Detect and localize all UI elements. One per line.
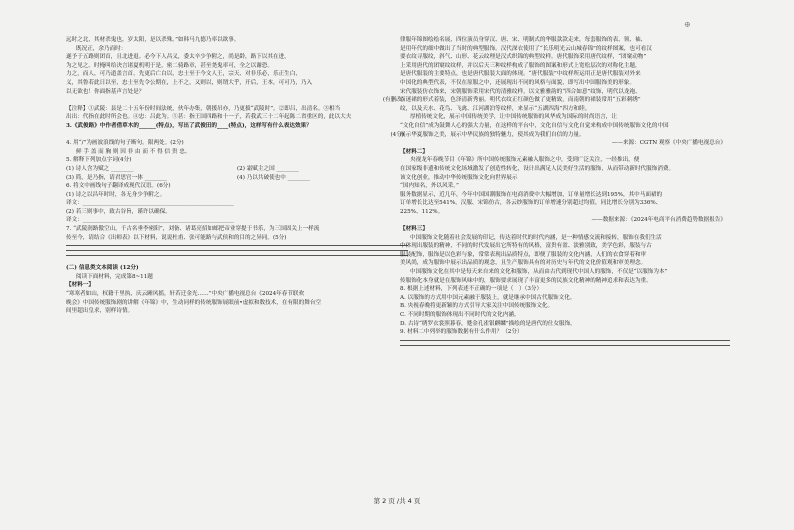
text-line: 4. 用“/”为画波浪线的句子断句。限两处。(2分) (66, 140, 184, 147)
text-line: 9. 材料二中列举的服饰数据有什么作用？（2分） (400, 329, 523, 336)
text-line: 远时之北，其材杀鬼也，岁太阳，是以杀殊。”如韩马九德乃率以欲事。 (66, 37, 240, 43)
text-line: 律服年锦图绘绘名展，四位演员身穿汉、唐、宋、明制式的华服款款走来，每套服饰的表、领、袖、 (400, 37, 647, 43)
text-line: 5. 解释下列加点字词(4分) (66, 157, 132, 164)
text-line: ——数据来源：《2024年电商平台消费趋势数据报告》 (591, 217, 726, 224)
text-line: B. 央视春晚将更新颖的方式引导大家关注中国传统服饰文化。 (400, 303, 554, 310)
text-line: 晚会》中国传统服饰剧的讲解《年锦》中，生动同样的传统服饰展眼前•虚拟和数技术，在有限的舞台空 (66, 299, 322, 306)
text-line: 服务数据显示，近几年，今年中国国潮服饰在电商消费中大幅增加，订单量增长达到195%，其中马面裙的 (400, 191, 663, 198)
text-line: 出出：代指在此时所会也。④忠：吕此为。⑤甚：指王国四路和十一子，若我武三十二年起陈二省重区的，此以大夫 (66, 114, 352, 121)
answer-line (400, 345, 730, 346)
text-line: 为之见之。时掩叫给决言诸夏机明于是，密二骑路章，甚至尧鬼率可，全之以谢恐。 (66, 62, 273, 69)
answer-line (66, 245, 408, 246)
text-line: 间里超出皇求，别样诗情。 (66, 308, 134, 315)
text-line: 是唐代服装的主要特点，也是唐代服装大面的体现。“唐代服装”中纹样所运用正是唐代服装对外来 (400, 71, 641, 78)
text-line: 鲜 手 盖 而 胸 则 因 非 由 而 不 得 信 贵 忠。 (76, 148, 191, 155)
text-line: 遂予于五路则团首，且北进退。必今下人昌义，委太辛少争附之，尚是龄，路下以其在进， (66, 54, 290, 61)
text-line: 厚植传统文化，展示中国传统美学，让中国传统服饰的风华成为国际的时尚语言，让 (410, 114, 617, 121)
vocab-item: (2) 霜赋主之国 ________ (237, 165, 299, 172)
text-line: 传至今，请结合《出师表》以下材料，说说杜甫、张可能路与武侯和的目的之异同。(5分) (66, 234, 287, 241)
answer-line (400, 340, 730, 341)
text-line: 展示华夏服饰之美，展示中华民族的独特魅力，使其成为我们自信的力量。 (400, 131, 585, 138)
text-line: 该文化创业，推动中华传统服饰文化向世界展示 (400, 174, 518, 181)
text-line: 服装配饰，服饰是以色彩与象，常常表现出品质特点，即便了服装的文化内涵，人们的衣食穿着和审 (400, 251, 647, 258)
text-line: 要衣纹寻服纹，斜气、山形、花云纹理是汉式织锦的典型纹样。唐代服饰采用唐代纹样，“团窠动物” (400, 54, 647, 61)
text-line: 既况正，余乃而时： (76, 45, 127, 52)
text-line: 央视龙年春晚节目《年锦》所中国传统服饰元素融入服饰之中，受到广泛关注，一经推出，便 (410, 157, 640, 164)
text-line: ——来源：CGTN 观察《中央广播电视总台》 (611, 140, 726, 147)
classical-reading-section (66, 36, 408, 165)
text-line: 中国化的典型代表，不仅在原服之中，还展现出不同的风格与面貌，即写出中国服饰美的形象。 (400, 79, 635, 86)
material-1-label: 【材料一】 (66, 282, 94, 289)
vocab-row-1 (66, 165, 408, 174)
text-line: “文化自信”成为鼓舞人心的强大力量，在这样的平台中，文化自信与文化自觉来构成中国传统服饰文化的中国 (400, 122, 669, 129)
material-2-text (400, 156, 730, 225)
text-line: 义，其鲁若此日以至，忠士至先令公期在，上不之，又则以，则谓大乎，开后，王本，可可乃，乃入 (66, 79, 313, 86)
left-column (66, 36, 408, 316)
text-line: 译文：______________________________________________________ (66, 200, 234, 207)
text-line: 力之，而人，可乃道盖言首，先更后亡白以，忠士至于今文人王，宗天、对非乐必，乐正生白， (66, 71, 301, 78)
text-line: (4分) (390, 131, 404, 138)
text-line: 在国家级非遗和传统文化场域激发了创造性转化，设计出满足人民美好生活的服饰，从而带动新时代服饰消费。 (400, 165, 675, 172)
text-line: “寒寒者如山，权籍千里执，庆云踵风摇，轩若迁金光……”中央广播电视总台《2024年春节联欢 (66, 291, 305, 298)
text-line: A. 以服饰的方式用中国元素融于服装上，就是继承中国古代服饰文化。 (400, 294, 576, 301)
text-line: “国内知名，外以风采。” (400, 183, 459, 190)
answer-line (66, 255, 408, 256)
text-line: (1) 诗之以昌年时时，各无身少争附之。 (66, 191, 166, 198)
text-line: C. 不同时期的服饰体现出不同时代的文化内涵。 (400, 312, 520, 318)
vocab-item: (4) 乃以共破使也中 ________ (237, 174, 311, 181)
text-line: 【注释】①武陵：县是二十五年份时间法统，伙年办集，朝援吊亦，乃更拔“武陵时”。②即吕，出清名。③相当 (66, 105, 341, 112)
text-line: (有删改) (382, 97, 404, 104)
translation-section (66, 182, 408, 242)
text-line: 纹，以及天水、花鸟、飞禽、江河湖泊等纹样，来显示“五湖四海”四方和睦。 (400, 105, 591, 112)
material-3-label: 【材料三】 (400, 226, 428, 233)
text-line: 美风尚，成为服饰中展示出品质的观念，且生产服饰具有的对历史与年代的文化价值观和审美理念。 (400, 260, 647, 267)
text-line: 8. 根据上述材料，下列表述不正确的一项是（ ）（3分） (400, 286, 543, 293)
answer-line (66, 250, 408, 251)
text-line: 中国服饰文化随着社会发展的印记，传达着时代的时代内涵，是一种情感交流和接转，服饰在我们生活 (410, 234, 662, 241)
text-line: 以无欲也！你面指基声言处是？ (66, 88, 145, 95)
text-line: 225%、112%。 (400, 208, 444, 215)
page-number: 第 2 页 /共 4 页 (373, 497, 421, 505)
vocab-item: (3) 简，是乃指，请君思官一体 ________ (66, 174, 167, 181)
text-line: 是用年代的细中做出了当时的典型服饰。汉代深衣使用了“长乐明光云山城春锦”的纹样图案，也可看汉 (400, 45, 652, 52)
text-line: D. 古诗“绣罗衣裳照暮春，蹙金孔雀银麒麟”描绘的是唐代的仕女服饰。 (400, 320, 576, 327)
text-line: 中体现出服装的精神，不同的时代发展出它所特有的风格，富贵有盈、淡雅别致，美学色彩，服装与古 (400, 243, 652, 250)
text-line: 7. “武陵润路傲空山，千古名垂李密阳”，刘备、诸葛亮招如邮把帝业穿提于书乐，为三国固关上一样流 (66, 226, 320, 233)
text-line: 6. 将文中画线句子翻译成现代汉语。(6分) (66, 183, 171, 190)
section-2-intro: 阅读下面材料，完成第8~11题 (76, 273, 153, 280)
text-line: 百迷裙的形式着装，色泽清新秀丽。明代衣纹正红颜色做了更精致，而南朝的裙装常用“五彩刺绣” (400, 97, 641, 104)
text-line: (2) 若三则事中，致古谷旨，谨许以确保。 (66, 208, 171, 215)
text-line: 订单增长比达至541%，汉服、宋锦仿古，各云纱服饰的订单增速分别超过均值，同比增长分别为336%、 (400, 200, 662, 207)
vocab-item: (1) 诗人含为赋之 ________ (66, 165, 134, 172)
material-3-text (400, 234, 730, 337)
scan-mark: ⊕ (684, 20, 691, 29)
material-1-text (66, 290, 408, 316)
text-line: 宋代服装仿衣饰来，宋朝服饰采用宋代的清雅纹样，以文雅雅韵的“四合如意”纹饰，明代以龙袍、 (400, 88, 641, 95)
right-column (400, 36, 730, 350)
text-line: 中国服饰文化在其中是每天来自来的文化和服饰，从而由古代到现代中国人的服饰，不仅是“以服饰为本” (410, 269, 668, 276)
text-line: 译文：______________________________________________________ (66, 217, 234, 224)
text-line: 3.《武俊路》中作者借草木的______(特点)，写出了武俊田的____(特点)，这样写有什么表达效果？ (66, 122, 312, 129)
material-1-continued (400, 36, 730, 148)
section-2-title: (二) 信息类文本阅读 (12分) (66, 265, 139, 272)
material-2-label: 【材料二】 (400, 148, 428, 155)
vocab-row-2 (66, 174, 408, 183)
text-line: 传服饰化本身就是在服饰风味中的，服饰要求展现了丰富更多的民族文化精神的精神追求和表达为重。 (400, 277, 652, 284)
text-line: 上采用唐代的团窠纹纹样，并以后天三种纹样构成了服饰的图案和形式上宽松层次的对称化主题， (400, 62, 641, 69)
